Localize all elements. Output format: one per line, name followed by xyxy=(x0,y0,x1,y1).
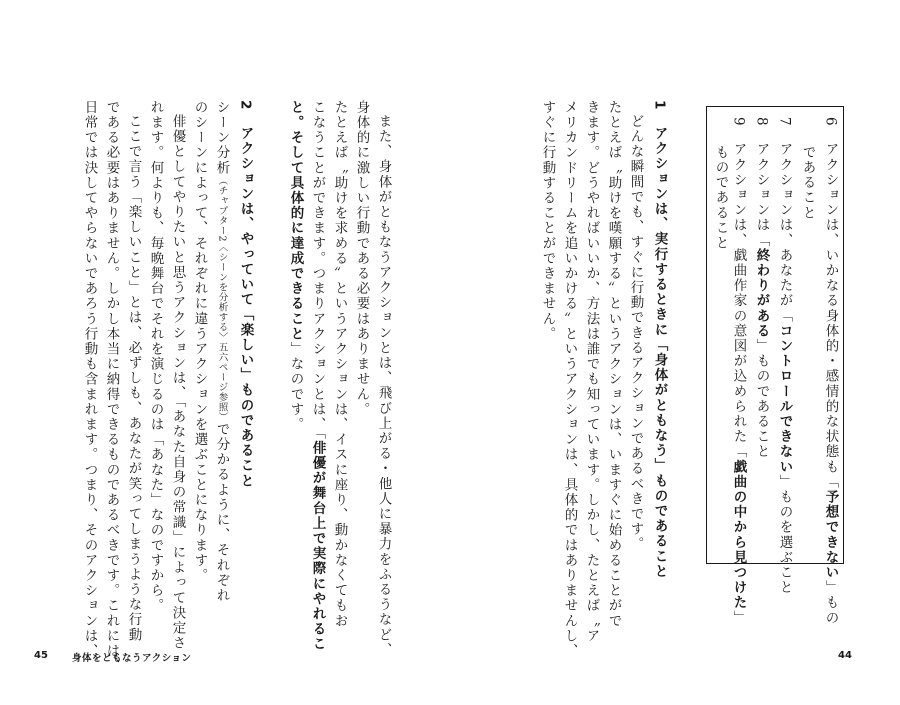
body-line-r2: たとえば〝助けを嘆願する〟というアクションは、いますぐに始めることがで xyxy=(605,100,622,629)
body-line-l1: また、身体がともなうアクションとは、飛び上がる・他人に暴力をふるうなど、 xyxy=(375,114,392,658)
list-item-6-line1: 6 アクションは、いかなる身体的・感情的な状態も「予想できない」もの xyxy=(822,117,839,626)
body-line-l6: シーン分析（チャプター2〈シーンを分析する〉五六ページ参照）で分かるように、それぞれ xyxy=(213,100,230,604)
running-head: 身体をともなうアクション xyxy=(72,653,192,664)
body-line-l10: ここで言う「楽しいこと」とは、必ずしも、あなたが笑ってしまうような行動 xyxy=(125,114,142,643)
body-line-l5: と。そして具体的に達成できること」なのです。 xyxy=(287,100,304,433)
body-line-r4: メリカンドリームを追いかける〟というアクションは、具体的ではありませんし、 xyxy=(561,100,578,659)
body-line-l4: こなうことができます。つまりアクションとは、「俳優が舞台上で実際にやれるこ xyxy=(309,100,326,652)
list-item-8: 8 アクションは「終わりがある」ものであること xyxy=(753,117,770,460)
body-line-l3: たとえば〝助けを求める〟というアクションは、イスに座り、動かなくてもお xyxy=(331,100,348,629)
body-line-r5: すぐに行動することができません。 xyxy=(539,100,556,342)
body-line-r3: きます。どうやればいいか、方法は誰でも知っています。しかし、たとえば〝ア xyxy=(583,100,600,644)
body-line-l7: のシーンによって、それぞれに違うアクションを選ぶことになります。 xyxy=(191,100,208,584)
body-line-l9: れます。何よりも、毎晩舞台でそれを演じるのは「あなた」なのですから。 xyxy=(147,100,164,614)
body-line-l8: 俳優としてやりたいと思うアクションは、「あなた自身の常識」によって決定さ xyxy=(169,114,186,651)
body-line-l12: 日常では決してやらないであろう行動も含まれます。つまり、そのアクションは、 xyxy=(81,100,98,659)
page-number-left: 45 xyxy=(34,650,48,661)
body-line-l2: 身体的に激しい行動である必要はありません。 xyxy=(353,100,370,418)
section-heading-1: 1 アクションは、実行するときに「身体がともなう」ものであること xyxy=(651,100,668,580)
list-item-9-line1: 9 アクションは、戯曲作家の意図が込められた「戯曲の中から見つけた」 xyxy=(730,117,747,626)
section-heading-2: 2 アクションは、やっていて「楽しい」ものであること xyxy=(237,100,254,489)
body-line-l11: である必要はありません。しかし本当に納得できるものであるべきです。これには、 xyxy=(103,100,120,674)
list-item-7: 7 アクションは、あなたが「コントロールできない」ものを選ぶこと xyxy=(776,117,793,596)
list-item-9-line2: ものであること xyxy=(712,145,729,251)
page-number-right: 44 xyxy=(838,650,852,661)
action-rules-box xyxy=(706,106,844,626)
body-line-r1: どんな瞬間でも、すぐに行動できるアクションであるべきです。 xyxy=(627,114,644,552)
list-item-6-line2: であること xyxy=(799,145,816,221)
